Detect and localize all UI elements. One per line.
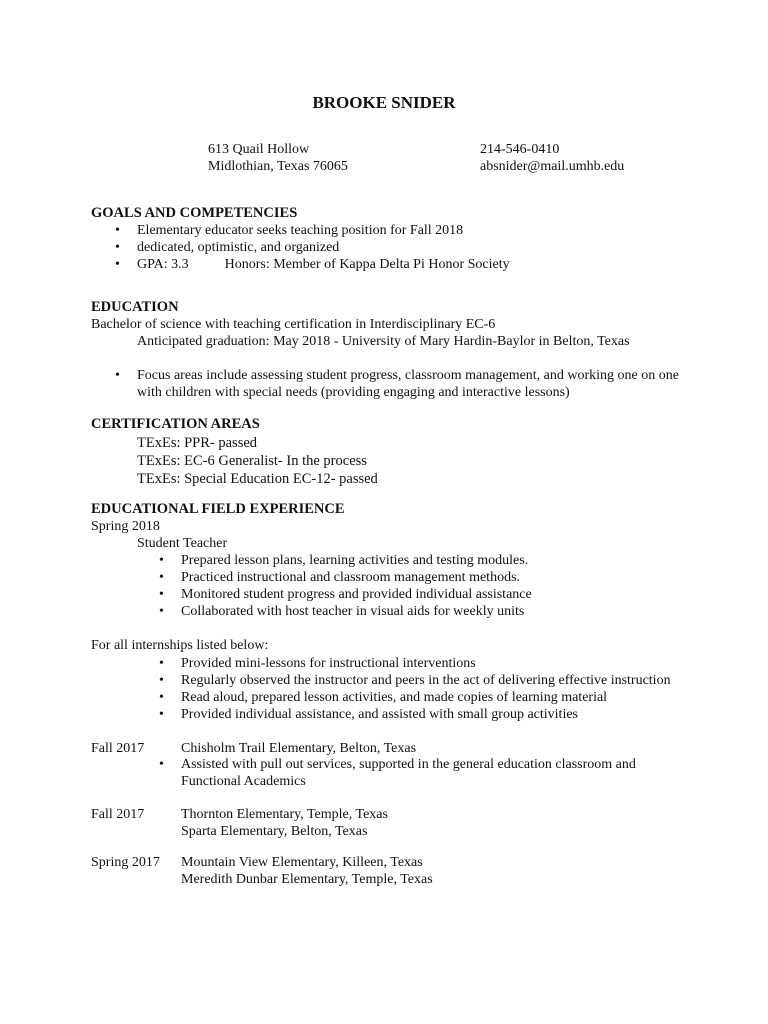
address-line-1: 613 Quail Hollow <box>208 142 310 157</box>
entry-bullet-list <box>159 756 659 790</box>
phone-number: 214-546-0410 <box>480 142 560 157</box>
graduation-text: Anticipated graduation: May 2018 - University of Mary Hardin-Baylor in Belton, Texas <box>137 334 630 349</box>
certification-heading: CERTIFICATION AREAS <box>91 416 260 432</box>
experience-heading: EDUCATIONAL FIELD EXPERIENCE <box>91 501 345 517</box>
term-label: Fall 2017 <box>91 741 145 756</box>
list-item: • Read aloud, prepared lesson activities, and made copies of learning material <box>159 689 671 706</box>
internships-list <box>159 655 671 723</box>
school-name: Sparta Elementary, Belton, Texas <box>181 824 368 839</box>
focus-list <box>115 367 685 401</box>
role-title: Student Teacher <box>137 536 228 551</box>
list-item <box>115 256 510 273</box>
list-item: • Prepared lesson plans, learning activities and testing modules. <box>159 552 532 569</box>
list-item: • Practiced instructional and classroom management methods. <box>159 569 532 586</box>
term-label: Fall 2017 <box>91 807 145 822</box>
certification-item: TExEs: EC-6 Generalist- In the process <box>137 453 367 469</box>
certification-item: TExEs: Special Education EC-12- passed <box>137 471 378 487</box>
list-item: • Focus areas include assessing student progress, classroom management, and working one on one with children with special needs (providing engaging and interactive lessons) <box>115 367 685 401</box>
internships-intro: For all internships listed below: <box>91 638 269 653</box>
goals-list <box>115 222 510 273</box>
school-name: Meredith Dunbar Elementary, Temple, Texas <box>181 872 433 887</box>
school-name: Chisholm Trail Elementary, Belton, Texas <box>181 741 417 756</box>
list-item: • Regularly observed the instructor and peers in the act of delivering effective instruction <box>159 672 671 689</box>
list-item: • dedicated, optimistic, and organized <box>115 239 510 256</box>
certification-item: TExEs: PPR- passed <box>137 435 258 451</box>
degree-text: Bachelor of science with teaching certification in Interdisciplinary EC-6 <box>91 317 496 332</box>
term-label: Spring 2018 <box>91 519 160 534</box>
resume-name: BROOKE SNIDER <box>312 93 456 112</box>
gpa-text: GPA: 3.3 <box>137 257 189 272</box>
honors-text: Honors: Member of Kappa Delta Pi Honor Society <box>224 257 510 272</box>
list-item: • Provided individual assistance, and assisted with small group activities <box>159 706 671 723</box>
school-name: Mountain View Elementary, Killeen, Texas <box>181 855 423 870</box>
list-item: • Assisted with pull out services, supported in the general education classroom and Functional Academics <box>159 756 659 790</box>
email-address: absnider@mail.umhb.edu <box>480 159 625 174</box>
address-line-2: Midlothian, Texas 76065 <box>208 159 348 174</box>
education-heading: EDUCATION <box>91 299 179 315</box>
goals-heading: GOALS AND COMPETENCIES <box>91 205 298 221</box>
list-item: • Elementary educator seeks teaching position for Fall 2018 <box>115 222 510 239</box>
list-item: • Monitored student progress and provided individual assistance <box>159 586 532 603</box>
list-item: • Collaborated with host teacher in visual aids for weekly units <box>159 603 532 620</box>
term-label: Spring 2017 <box>91 855 160 870</box>
school-name: Thornton Elementary, Temple, Texas <box>181 807 388 822</box>
student-teacher-list <box>159 552 532 620</box>
list-item: • Provided mini-lessons for instructional interventions <box>159 655 671 672</box>
